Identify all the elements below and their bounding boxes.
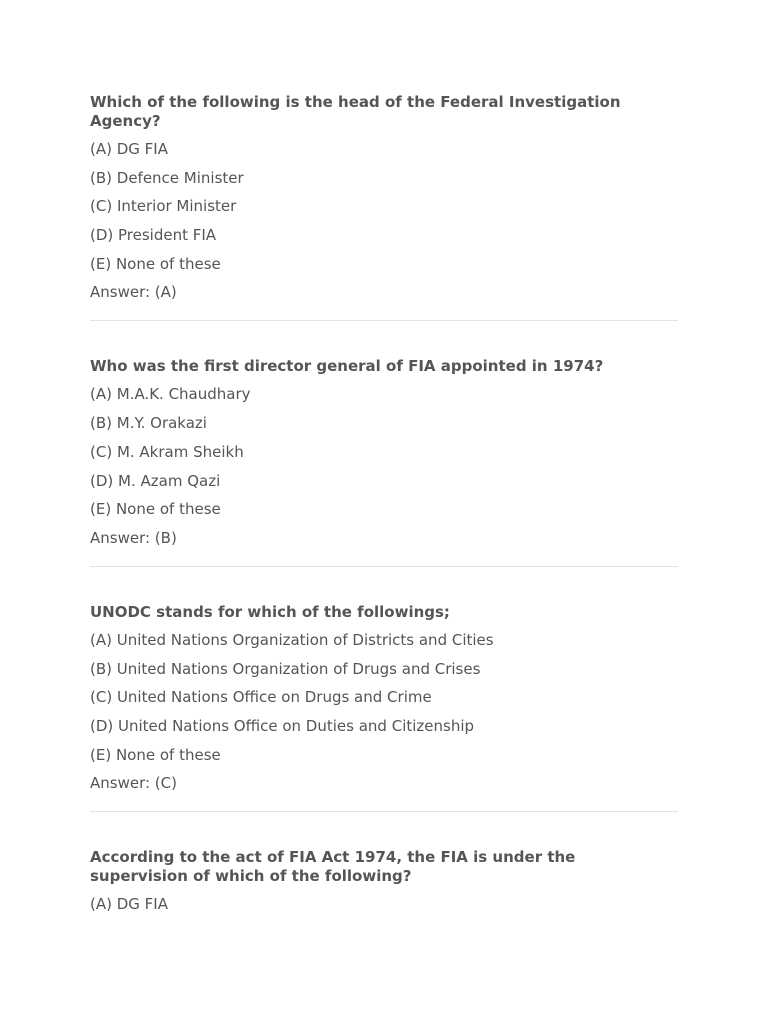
option-a: (A) United Nations Organization of Districts and Cities — [90, 630, 494, 649]
answer-text: Answer: (B) — [90, 528, 177, 547]
question-divider — [90, 320, 678, 321]
mcq-page — [90, 93, 678, 924]
option-e: (E) None of these — [90, 745, 221, 764]
option-c: (C) Interior Minister — [90, 197, 237, 216]
option-a: (A) DG FIA — [90, 140, 168, 158]
answer-text: Answer: (C) — [90, 774, 177, 793]
option-e: (E) None of these — [90, 254, 221, 273]
question-divider — [90, 811, 678, 812]
option-c: (C) United Nations Office on Drugs and Crime — [90, 688, 432, 707]
option-b: (B) Defence Minister — [90, 168, 244, 187]
question-block-2 — [90, 357, 678, 566]
option-b: (B) M.Y. Orakazi — [90, 414, 207, 433]
option-a: (A) DG FIA — [90, 895, 168, 914]
answer-text: Answer: (A) — [90, 283, 177, 302]
question-block-4 — [90, 848, 678, 914]
option-d: (D) President FIA — [90, 226, 217, 245]
option-e: (E) None of these — [90, 500, 221, 519]
option-c: (C) M. Akram Sheikh — [90, 442, 244, 461]
question-text: Who was the first director general of FIA appointed in 1974? — [90, 357, 604, 376]
question-text: UNODC stands for which of the followings; — [90, 602, 450, 621]
question-text: According to the act of FIA Act 1974, the FIA is under the supervision of which of the following? — [90, 848, 576, 886]
question-divider — [90, 566, 678, 567]
option-a: (A) M.A.K. Chaudhary — [90, 385, 251, 404]
question-text: Which of the following is the head of the Federal Investigation Agency? — [90, 93, 621, 130]
question-block-3 — [90, 603, 678, 812]
option-b: (B) United Nations Organization of Drugs and Crises — [90, 659, 481, 678]
question-block-1 — [90, 93, 678, 321]
option-d: (D) M. Azam Qazi — [90, 471, 221, 490]
option-d: (D) United Nations Office on Duties and Citizenship — [90, 716, 475, 735]
